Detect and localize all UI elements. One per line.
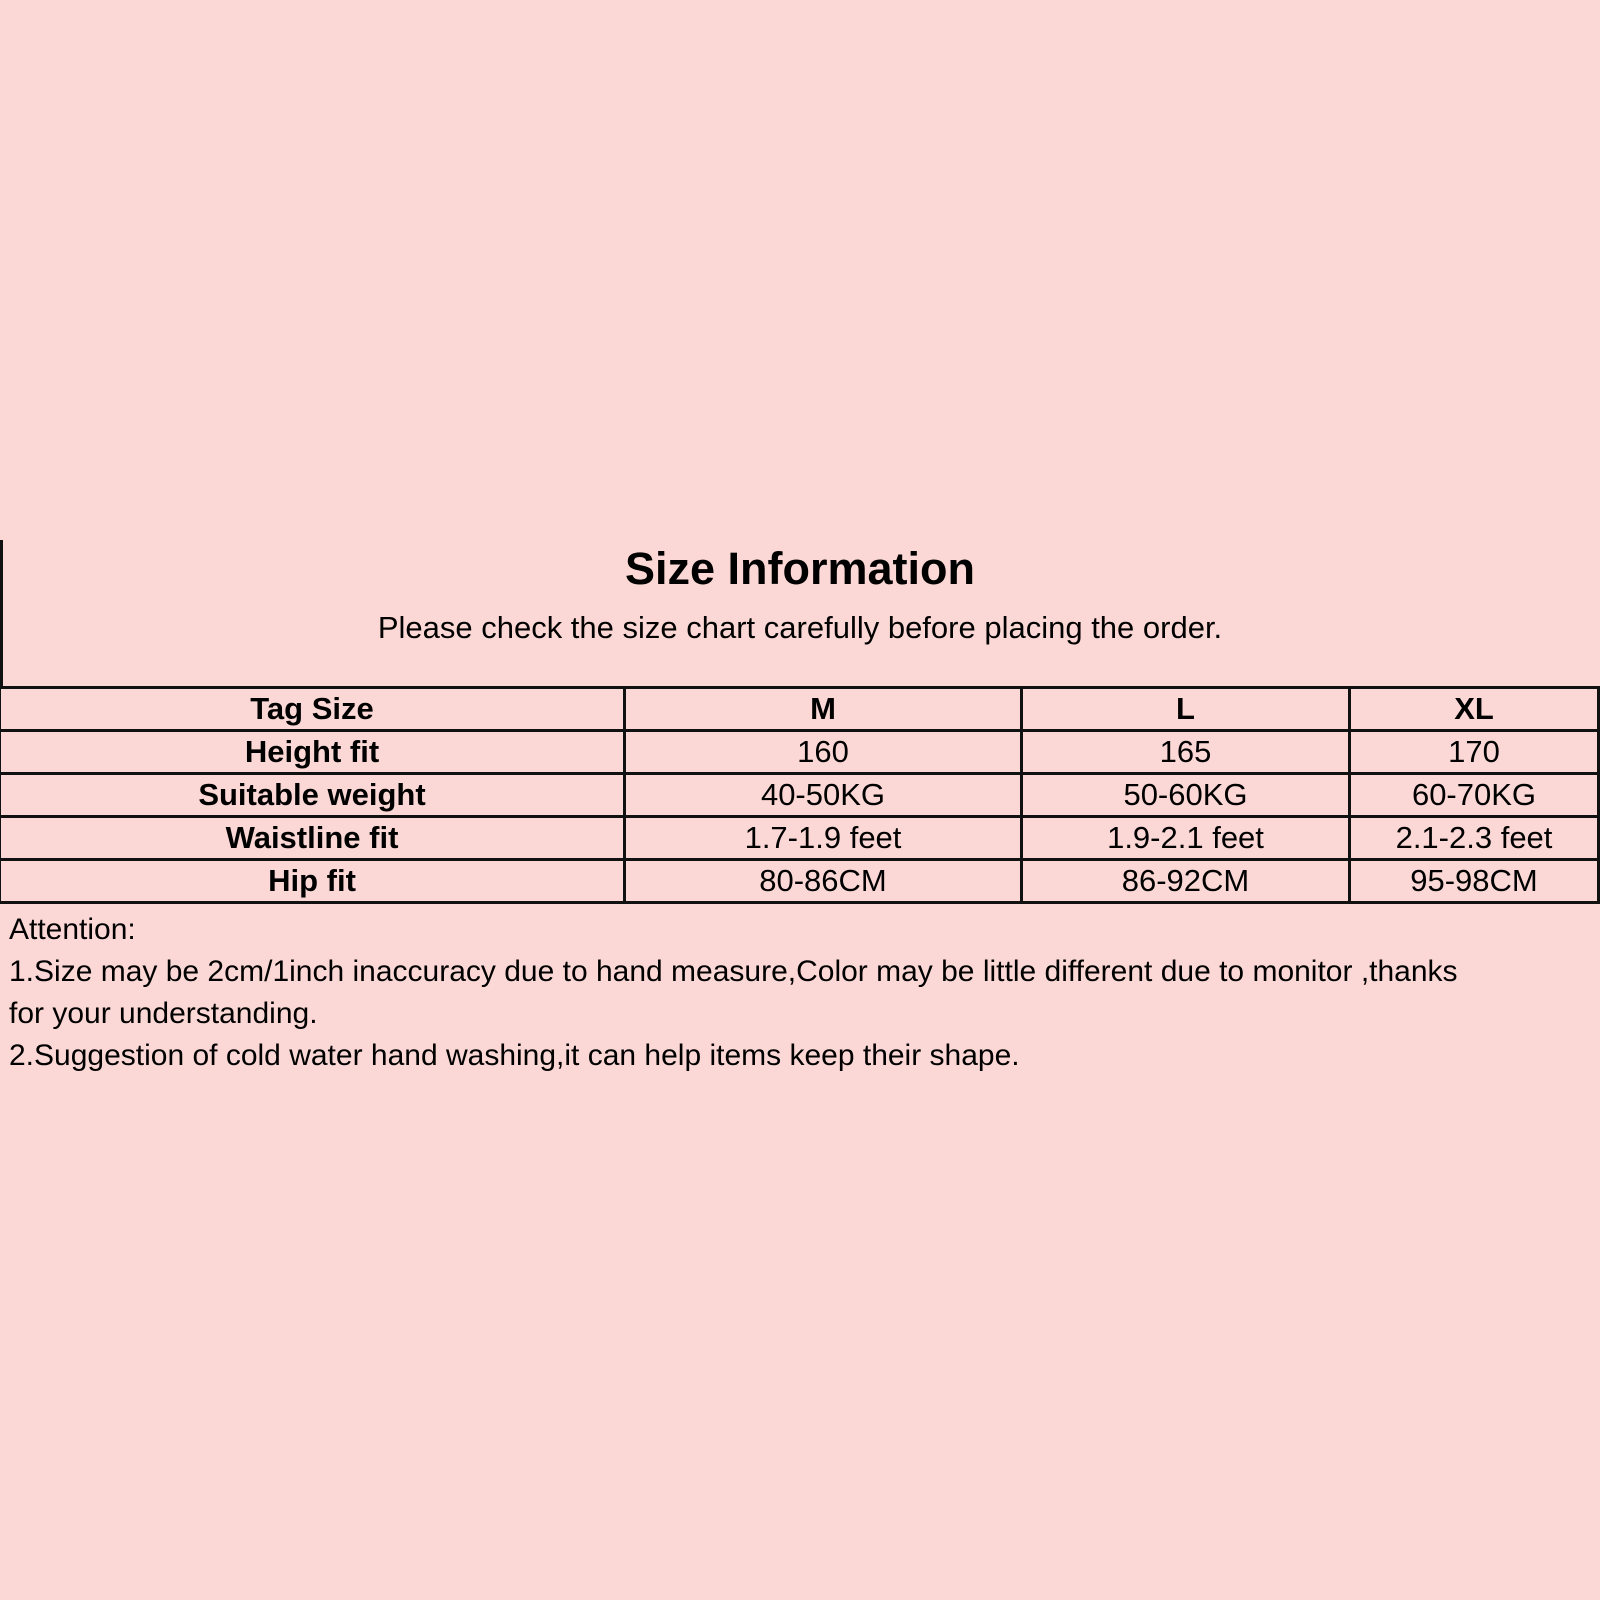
table-row-waistline-fit: [0, 817, 1599, 860]
table-row-suitable-weight: [0, 774, 1599, 817]
cell-suitable-weight-l: 50-60KG: [1022, 774, 1350, 817]
header-size-xl: XL: [1350, 688, 1599, 731]
row-label-height-fit: Height fit: [0, 731, 625, 774]
cell-hip-fit-xl: 95-98CM: [1350, 860, 1599, 903]
cell-height-fit-l: 165: [1022, 731, 1350, 774]
attention-line-1: 1.Size may be 2cm/1inch inaccuracy due to hand measure,Color may be little different due to monitor ,thanks: [9, 955, 1458, 988]
table-row-hip-fit: [0, 860, 1599, 903]
table-row-height-fit: [0, 731, 1599, 774]
cell-height-fit-xl: 170: [1350, 731, 1599, 774]
attention-line-2: 2.Suggestion of cold water hand washing,it can help items keep their shape.: [9, 1039, 1020, 1072]
cell-suitable-weight-xl: 60-70KG: [1350, 774, 1599, 817]
cell-waistline-fit-l: 1.9-2.1 feet: [1022, 817, 1350, 860]
header-size-l: L: [1022, 688, 1350, 731]
cell-height-fit-m: 160: [625, 731, 1022, 774]
size-chart-table: [0, 686, 1600, 904]
cell-hip-fit-m: 80-86CM: [625, 860, 1022, 903]
page-subtitle: Please check the size chart carefully before placing the order.: [377, 610, 1223, 645]
page-title: Size Information: [624, 543, 976, 594]
row-label-waistline-fit: Waistline fit: [0, 817, 625, 860]
row-label-suitable-weight: Suitable weight: [0, 774, 625, 817]
cell-hip-fit-l: 86-92CM: [1022, 860, 1350, 903]
table-header-row: [0, 688, 1599, 731]
attention-heading: Attention:: [9, 913, 136, 946]
cell-waistline-fit-m: 1.7-1.9 feet: [625, 817, 1022, 860]
header-tag-size: Tag Size: [0, 688, 625, 731]
cell-suitable-weight-m: 40-50KG: [625, 774, 1022, 817]
row-label-hip-fit: Hip fit: [0, 860, 625, 903]
header-size-m: M: [625, 688, 1022, 731]
attention-line-1-continued: for your understanding.: [9, 997, 318, 1030]
cell-waistline-fit-xl: 2.1-2.3 feet: [1350, 817, 1599, 860]
attention-note: [9, 909, 1594, 1077]
